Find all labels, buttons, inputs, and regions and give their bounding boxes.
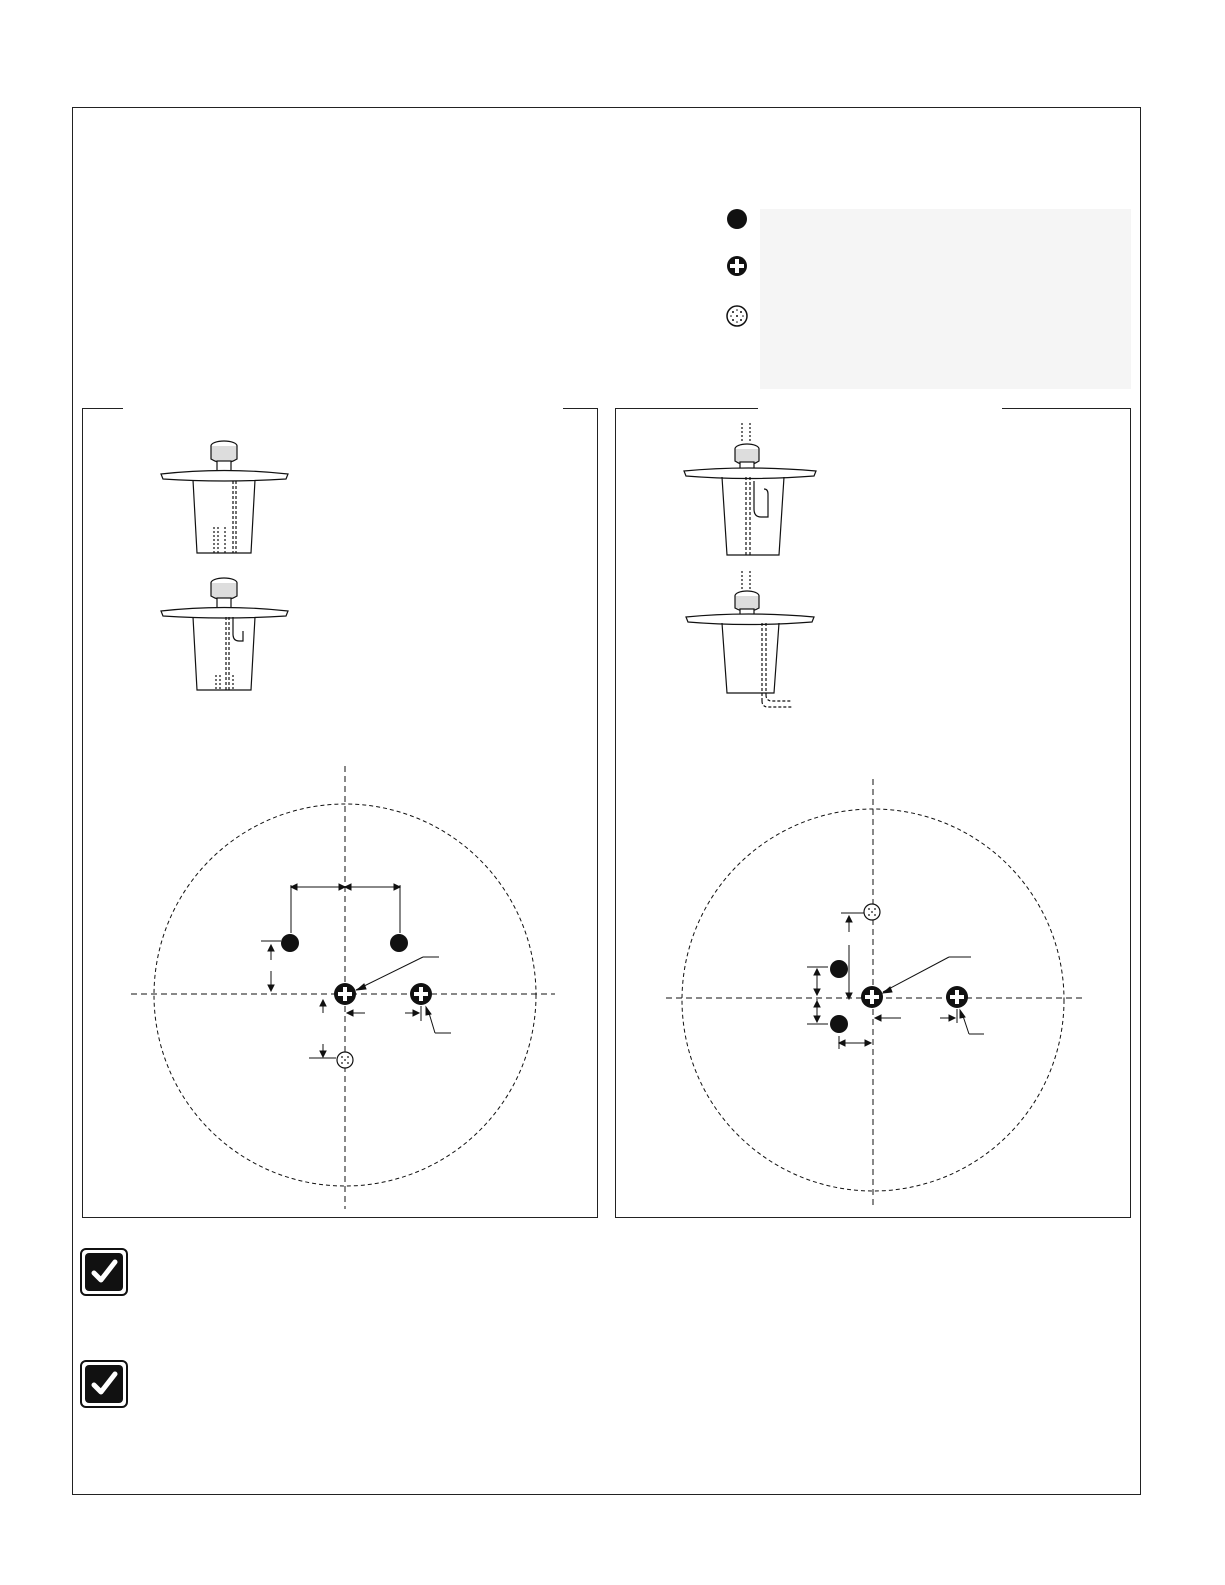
panel-left-drawing (83, 409, 599, 1219)
handle-hole-marker (281, 934, 299, 952)
legend-panel (760, 209, 1131, 389)
filled-circle-icon (724, 206, 750, 232)
dotted-circle-icon (724, 303, 750, 329)
fixture-drawing (684, 423, 816, 555)
checkmark-icon (80, 1248, 128, 1296)
fixture-drawing (161, 578, 288, 690)
fixture-drawing (686, 571, 814, 707)
mounting-hole-marker (864, 904, 880, 920)
handle-hole-marker (830, 960, 848, 978)
mounting-hole-marker (337, 1052, 353, 1068)
spout-hole-marker (861, 986, 883, 1008)
panel-right (615, 408, 1131, 1218)
fixture-drawing (161, 441, 288, 553)
handle-hole-marker (830, 1015, 848, 1033)
spout-hole-marker (334, 983, 356, 1005)
panel-right-drawing (616, 409, 1132, 1219)
checkmark-glyph (89, 1257, 119, 1287)
note-row (80, 1248, 1130, 1308)
plus-circle-icon (724, 253, 750, 279)
note-row (80, 1360, 1130, 1420)
checkmark-icon (80, 1360, 128, 1408)
spout-hole-marker (410, 983, 432, 1005)
checkmark-glyph (89, 1369, 119, 1399)
panel-left (82, 408, 598, 1218)
handle-hole-marker (390, 934, 408, 952)
hole-template (666, 779, 1086, 1209)
spout-hole-marker (946, 986, 968, 1008)
hole-template (131, 766, 555, 1209)
